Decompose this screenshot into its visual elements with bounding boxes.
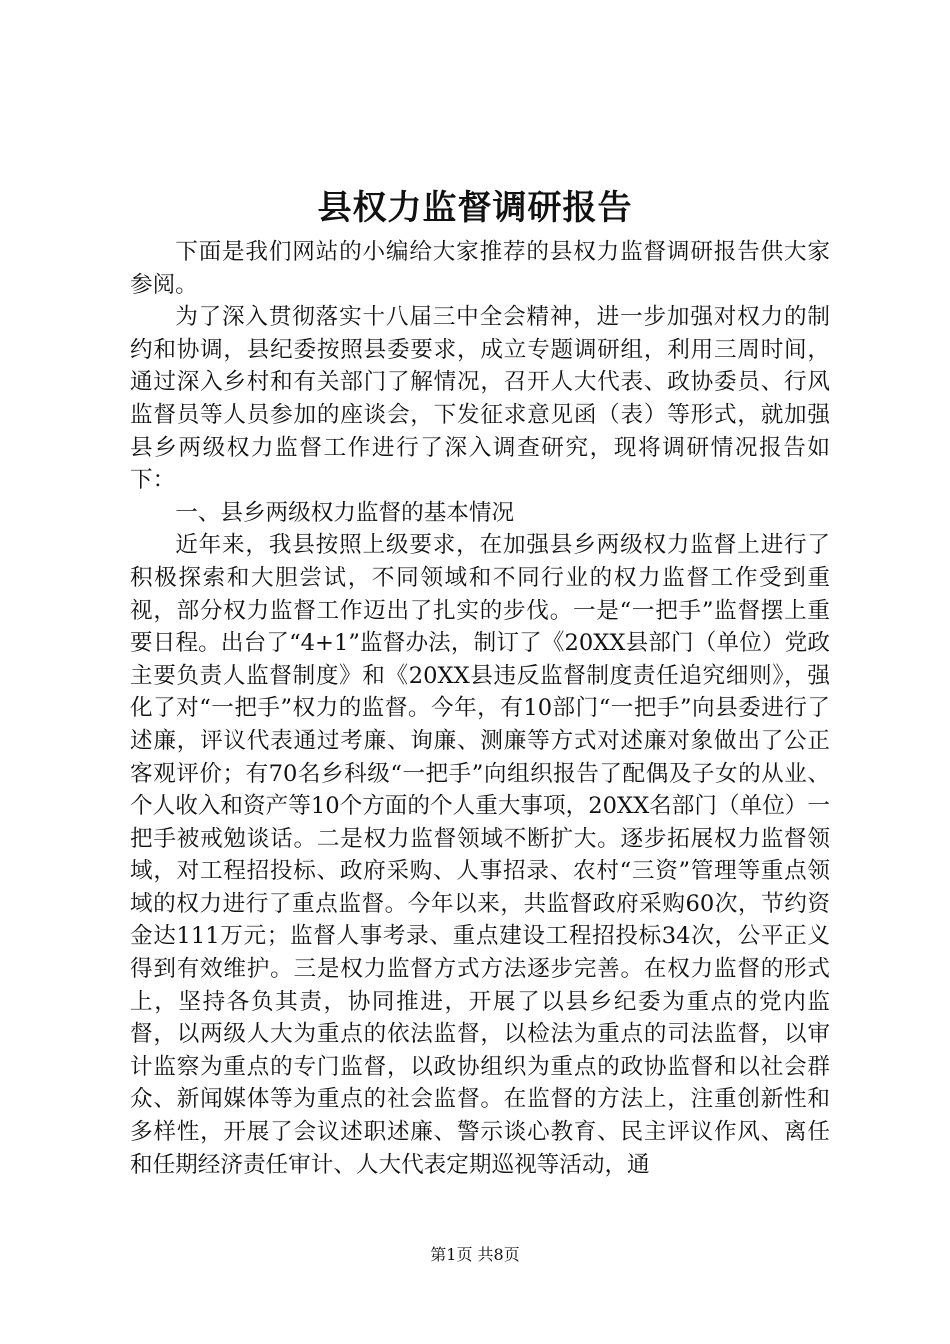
paragraph-intro: 下面是我们网站的小编给大家推荐的县权力监督调研报告供大家参阅。	[130, 239, 830, 298]
document-title: 县权力监督调研报告	[317, 188, 633, 228]
section-heading: 一、县乡两级权力监督的基本情况	[175, 499, 515, 526]
document-body	[130, 236, 830, 1181]
page-footer: 第1页 共8页	[430, 1245, 520, 1264]
paragraph-background: 为了深入贯彻落实十八届三中全会精神，进一步加强对权力的制约和协调，县纪委按照县委要求，成立专题调研组，利用三周时间，通过深入乡村和有关部门了解情况，召开人大代表、政协委员、行风监督员等人员参加的座谈会，下发征求意见函（表）等形式，就加强县乡两级权力监督工作进行了深入调查研究，现将调研情况报告如下：	[130, 304, 830, 494]
paragraph-situation: 近年来，我县按照上级要求，在加强县乡两级权力监督上进行了积极探索和大胆尝试，不同领域和不同行业的权力监督工作受到重视，部分权力监督工作迈出了扎实的步伐。一是“一把手”监督摆上重要日程。出台了“4+1”监督办法，制订了《20XX县部门（单位）党政主要负责人监督制度》和《20XX县违反监督制度责任追究细则》，强化了对“一把手”权力的监督。今年，有10部门“一把手”向县委进行了述廉，评议代表通过考廉、询廉、测廉等方式对述廉对象做出了公正客观评价；有70名乡科级“一把手”向组织报告了配偶及子女的从业、个人收入和资产等10个方面的个人重大事项，20XX名部门（单位）一把手被戒勉谈话。二是权力监督领域不断扩大。逐步拓展权力监督领域，对工程招投标、政府采购、人事招录、农村“三资”管理等重点领域的权力进行了重点监督。今年以来，共监督政府采购60次，节约资金达111万元；监督人事考录、重点建设工程招投标34次，公平正义得到有效维护。三是权力监督方式方法逐步完善。在权力监督的形式上，坚持各负其责，协同推进，开展了以县乡纪委为重点的党内监督，以两级人大为重点的依法监督，以检法为重点的司法监督，以审计监察为重点的专门监督，以政协组织为重点的政协监督和以社会群众、新闻媒体等为重点的社会监督。在监督的方法上，注重创新性和多样性，开展了会议述职述廉、警示谈心教育、民主评议作风、离任和任期经济责任审计、人大代表定期巡视等活动，通	[130, 532, 830, 1178]
